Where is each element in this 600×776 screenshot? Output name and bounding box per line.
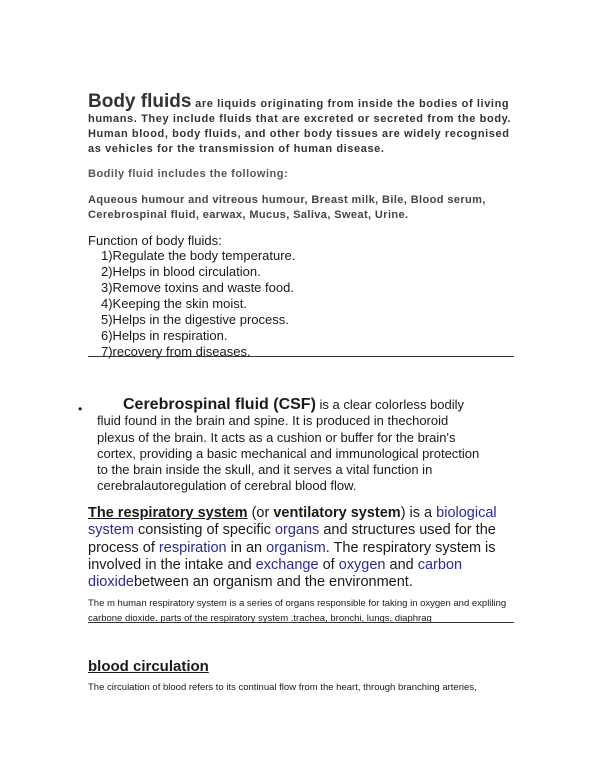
list-item: 5)Helps in the digestive process. <box>101 312 289 327</box>
list-item: 4)Keeping the skin moist. <box>101 296 247 311</box>
csf-paragraph <box>97 397 482 495</box>
divider <box>88 356 514 357</box>
fluids-list: Aqueous humour and vitreous humour, Breast milk, Bile, Blood serum, Cerebrospinal fluid, earwax, Mucus, Saliva, Sweat, Urine. <box>88 194 486 221</box>
link-exchange[interactable]: exchange <box>255 556 319 573</box>
list-item: 2)Helps in blood circulation. <box>101 264 261 279</box>
link-biological-system[interactable]: biological system <box>88 505 497 539</box>
csf-abbr: CSF <box>278 396 311 413</box>
list-item: 3)Remove toxins and waste food. <box>101 280 294 295</box>
link-organism[interactable]: organism <box>266 539 326 556</box>
bullet-icon: • <box>78 402 83 416</box>
list-item: 1)Regulate the body temperature. <box>101 248 296 263</box>
respiratory-term: The respiratory system <box>88 505 248 521</box>
link-carbon-dioxide[interactable]: carbon dioxide <box>88 556 463 591</box>
ventilatory-term: ventilatory system <box>273 505 401 521</box>
list-item: 6)Helps in respiration. <box>101 328 228 343</box>
text-run: of <box>318 556 339 573</box>
text-run: consisting of specific <box>133 522 275 539</box>
respiratory-paragraph <box>88 505 498 591</box>
blood-circulation-heading: blood circulation <box>88 658 209 675</box>
intro-paragraph <box>88 91 518 157</box>
includes-heading: Bodily fluid includes the following: <box>88 168 289 180</box>
text-run: . The respiratory system is involved in the intake and <box>88 539 496 573</box>
text-run: in an <box>226 539 267 556</box>
blood-circulation-text: The circulation of blood refers to its continual flow from the heart, through branching arteries, <box>88 682 477 693</box>
page-title: Body fluids <box>88 91 192 112</box>
csf-text: is a clear colorless bodily fluid found in the brain and spine. It is produced in thechoroid plexus of the brain. It acts as a cushion or buffer for the brain's cortex, providing a basic mechanical and immunological protection to the brain inside the skull, and it serves a vital function in cerebralautoregulation of cerebral blood flow. <box>97 397 480 494</box>
link-oxygen[interactable]: oxygen <box>338 556 386 573</box>
text-run: between an organism and the environment. <box>133 574 413 591</box>
text-run: (or <box>247 505 274 521</box>
list-item: 7)recovery from diseases. <box>101 344 251 359</box>
functions-list <box>101 248 295 360</box>
functions-heading: Function of body fluids: <box>88 233 222 248</box>
respiratory-note: The m human respiratory system is a series of organs responsible for taking in oxygen and expliling carbone dioxide. parts of the respiratory system .trachea, bronchi, lungs, diaphrag <box>88 598 507 624</box>
divider <box>88 622 514 623</box>
csf-paren: ( <box>268 396 279 413</box>
text-run: ) is a <box>400 505 437 521</box>
text-run: and <box>385 556 418 573</box>
intro-text: are liquids originating from inside the bodies of living humans. They include fluids that are excreted or secreted from the body. Human blood, body fluids, and other body tissues are widely recognised as vehicles for the transmission of human disease. <box>88 98 512 155</box>
text-run: and structures used for the process of <box>88 522 496 556</box>
link-respiration[interactable]: respiration <box>158 539 227 556</box>
csf-term: Cerebrospinal fluid <box>123 396 269 413</box>
csf-paren: ) <box>310 396 316 413</box>
link-organs[interactable]: organs <box>274 522 320 539</box>
